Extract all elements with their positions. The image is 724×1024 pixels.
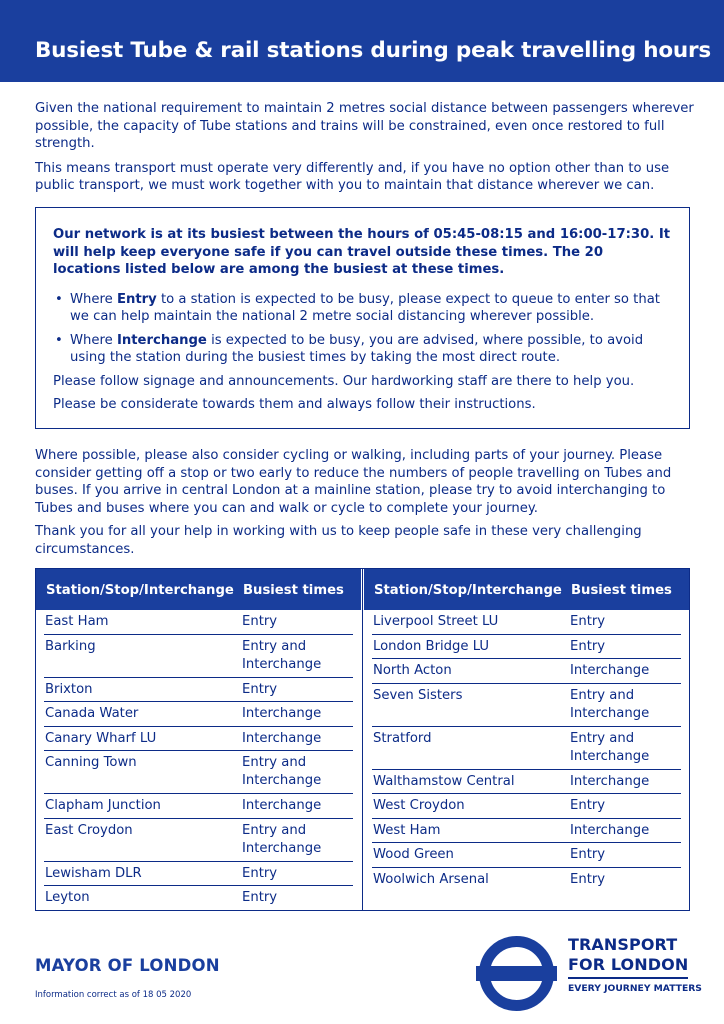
station-name: North Acton: [373, 663, 452, 678]
column-header-times: Busiest times: [243, 583, 344, 598]
busiest-times: Entry: [242, 614, 278, 629]
table-row: [372, 794, 681, 819]
busiest-times: Entry and Interchange: [570, 730, 650, 764]
tfl-wordmark: [568, 935, 688, 974]
table-row: [44, 862, 353, 887]
busiest-times: Interchange: [242, 798, 322, 813]
busiest-times: Entry and Interchange: [242, 822, 322, 856]
busiest-times: Entry: [242, 681, 278, 697]
peak-hours-notice: [35, 207, 690, 429]
column-header-times: Busiest times: [571, 583, 672, 598]
table-row: [44, 702, 353, 727]
intro-paragraph: Given the national requirement to maintain 2 metres social distance between passengers wherever possible, the capacity of Tube stations and trains will be constrained, even once restored to full strength.: [35, 101, 694, 151]
info-date: Information correct as of 18 05 2020: [35, 990, 192, 1000]
entry-term: Entry: [116, 291, 157, 307]
notice-paragraph: Please be considerate towards them and always follow their instructions.: [53, 397, 536, 412]
intro-section: [35, 100, 695, 202]
table-header: [364, 569, 689, 610]
mayor-of-london-logo: MAYOR OF LONDON: [35, 956, 220, 975]
busiest-times: Entry: [242, 865, 278, 881]
table-row: [372, 819, 681, 844]
notice-lead: Our network is at its busiest between the hours of 05:45-08:15 and 16:00-17:30. It will help keep everyone safe if you can travel outside these times. The 20 locations listed below are among the busiest at these times.: [53, 227, 671, 277]
station-name: East Ham: [45, 614, 109, 629]
tfl-rule: [568, 977, 688, 979]
station-name: Liverpool Street LU: [373, 614, 499, 629]
station-name: West Croydon: [373, 798, 465, 813]
table-row: [372, 843, 681, 868]
table-row: [44, 610, 353, 635]
stations-table-left: [36, 569, 361, 911]
station-name: London Bridge LU: [373, 638, 490, 654]
station-name: Canada Water: [45, 706, 139, 721]
table-header: [36, 569, 361, 610]
busiest-times: Entry: [570, 871, 606, 887]
bullet-icon: •: [55, 332, 63, 348]
station-name: Brixton: [45, 681, 93, 697]
closing-paragraph: Thank you for all your help in working with us to keep people safe in these very challenging circumstances.: [35, 524, 642, 557]
station-name: Seven Sisters: [373, 687, 463, 703]
table-row: [372, 610, 681, 635]
intro-paragraph: This means transport must operate very differently and, if you have no option other than to use public transport, we must work together with you to maintain that distance wherever we can.: [35, 160, 670, 193]
station-name: Wood Green: [373, 847, 454, 862]
tfl-line1: TRANSPORT: [568, 935, 678, 954]
table-row: [44, 678, 353, 703]
table-row: [372, 684, 681, 727]
page-header: [0, 0, 724, 82]
station-name: Canning Town: [45, 755, 137, 770]
column-header-station: Station/Stop/Interchange: [46, 583, 234, 598]
table-row: [44, 727, 353, 752]
busiest-times: Interchange: [570, 663, 650, 678]
table-row: [372, 770, 681, 795]
tfl-tagline: EVERY JOURNEY MATTERS: [568, 983, 702, 994]
table-body: [36, 610, 361, 911]
tfl-line2: FOR LONDON: [568, 954, 689, 974]
interchange-term: Interchange: [116, 332, 207, 348]
busiest-stations-table: [35, 568, 690, 911]
busiest-times: Interchange: [242, 706, 322, 721]
busiest-times: Entry: [570, 638, 606, 654]
station-name: West Ham: [373, 822, 441, 838]
page-title: Busiest Tube & rail stations during peak travelling hours: [35, 38, 712, 63]
station-name: Woolwich Arsenal: [373, 871, 489, 887]
table-row: [44, 751, 353, 794]
busiest-times: Entry: [570, 798, 606, 813]
column-header-station: Station/Stop/Interchange: [374, 583, 562, 598]
busiest-times: Entry and Interchange: [242, 755, 322, 788]
station-name: Clapham Junction: [45, 798, 161, 813]
station-name: Lewisham DLR: [45, 865, 142, 881]
busiest-times: Entry: [570, 847, 606, 862]
closing-section: [35, 447, 695, 564]
bullet-entry: • Where Entry to a station is expected to be busy, please expect to queue to enter so that we can help maintain the national 2 metre social distancing wherever possible.: [55, 291, 660, 324]
busiest-times: Interchange: [242, 730, 322, 746]
table-row: [372, 868, 681, 893]
station-name: Leyton: [45, 890, 90, 905]
busiest-times: Entry and Interchange: [570, 687, 650, 721]
notice-bullets: [53, 291, 673, 367]
busiest-times: Interchange: [570, 773, 650, 789]
table-row: [372, 659, 681, 684]
table-body: [364, 610, 689, 892]
busiest-times: Interchange: [570, 822, 650, 838]
station-name: Stratford: [373, 730, 432, 746]
table-row: [44, 794, 353, 819]
station-name: East Croydon: [45, 822, 133, 838]
station-name: Canary Wharf LU: [45, 730, 157, 746]
closing-paragraph: Where possible, please also consider cycling or walking, including parts of your journey. Please consider getting off a stop or two early to reduce the numbers of people travelling on Tubes and buses. If you arrive in central London at a mainline station, please try to avoid interchanging to Tubes and buses where you can and walk or cycle to complete your journey.: [35, 448, 672, 516]
station-name: Barking: [45, 638, 96, 654]
busiest-times: Entry and Interchange: [242, 638, 322, 672]
table-row: [372, 635, 681, 660]
station-name: Walthamstow Central: [373, 773, 515, 789]
tfl-roundel-icon: [476, 933, 557, 1014]
bullet-interchange: • Where Interchange is expected to be busy, you are advised, where possible, to avoid using the station during the busiest times by taking the most direct route.: [55, 332, 644, 365]
notice-paragraph: Please follow signage and announcements. Our hardworking staff are there to help you.: [53, 373, 635, 389]
bullet-icon: •: [55, 291, 63, 307]
busiest-times: Entry: [570, 614, 606, 629]
table-row: [44, 819, 353, 862]
table-row: [44, 635, 353, 678]
table-row: [372, 727, 681, 770]
stations-table-right: [364, 569, 689, 892]
table-row: [44, 886, 353, 911]
busiest-times: Entry: [242, 890, 278, 905]
